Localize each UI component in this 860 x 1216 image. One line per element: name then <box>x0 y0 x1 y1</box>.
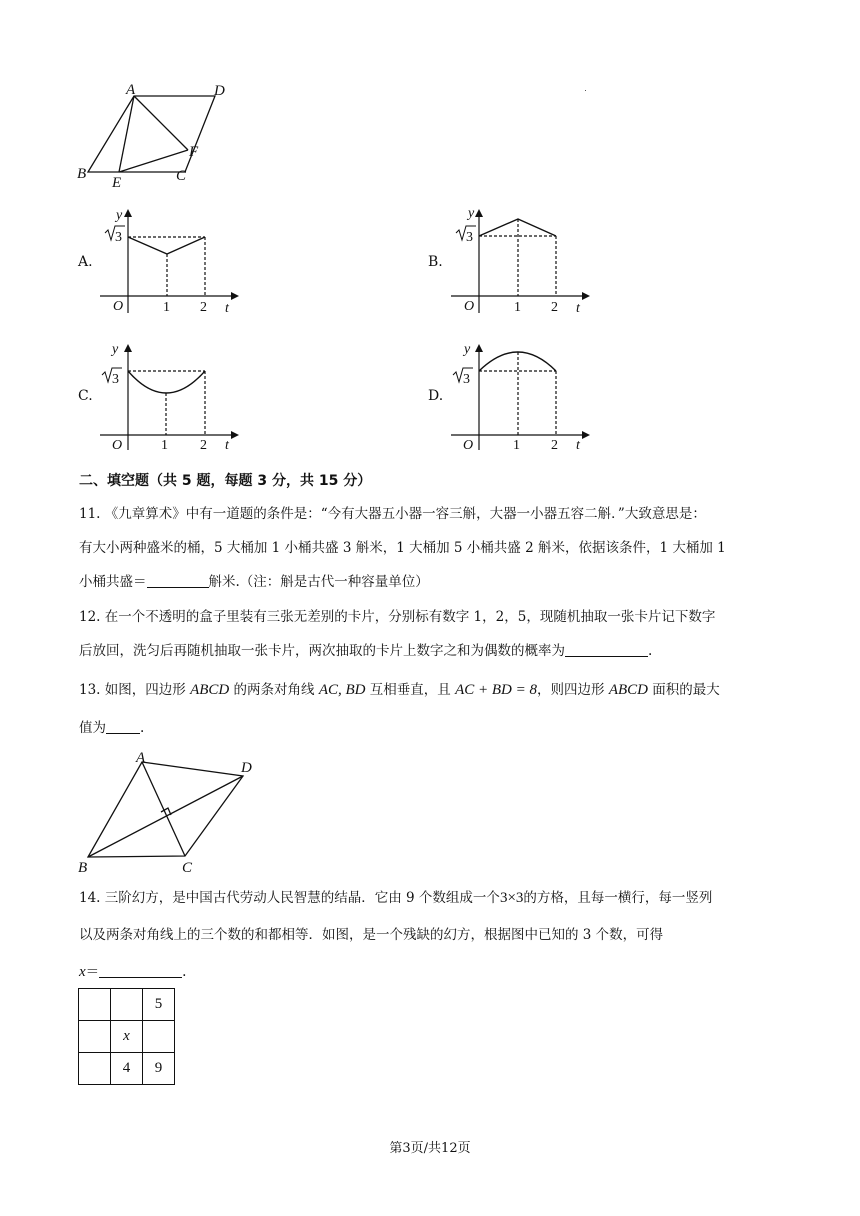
option-d-y: y <box>464 342 471 357</box>
label-A: A <box>126 82 136 98</box>
q13-answer-blank[interactable] <box>106 719 140 734</box>
option-c-label: C. <box>78 388 93 404</box>
stray-dot <box>585 90 586 91</box>
label-C: C <box>176 168 187 184</box>
q13-label-D: D <box>241 760 252 776</box>
section-title: 二、填空题（共 5 题，每题 3 分，共 15 分） <box>79 473 372 489</box>
option-d-t: t <box>576 438 580 453</box>
option-a-sqrt3: 3 <box>115 230 122 245</box>
magic-cell <box>79 1021 111 1053</box>
q12-answer-blank[interactable] <box>565 642 648 657</box>
label-F: F <box>189 144 199 160</box>
option-b-y: y <box>468 206 475 221</box>
option-c-t: t <box>225 438 229 453</box>
q12-line1: 12. 在一个不透明的盒子里装有三张无差别的卡片，分别标有数字 1，2，5，现随机抽取一张卡片记下数字 <box>79 609 716 625</box>
question-12 <box>79 600 785 668</box>
option-d-label: D. <box>428 388 444 404</box>
option-c-y: y <box>112 342 119 357</box>
magic-cell <box>111 989 143 1021</box>
q13-label-A: A <box>136 750 146 766</box>
option-b-tick-1: 1 <box>514 300 521 315</box>
question-14 <box>79 880 785 991</box>
option-d-tick-1: 1 <box>513 438 520 453</box>
magic-row <box>79 1021 175 1053</box>
q14-line2: 以及两条对角线上的三个数的和都相等．如图，是一个残缺的幻方，根据图中已知的 3 个数，可得 <box>79 927 664 943</box>
option-d-tick-2: 2 <box>551 438 558 453</box>
option-c-tick-2: 2 <box>200 438 207 453</box>
q12-line2: 后放回，洗匀后再随机抽取一张卡片，两次抽取的卡片上数字之和为偶数的概率为 . <box>79 643 653 659</box>
q11-line3: 小桶共盛＝ 斛米.（注：斛是古代一种容量单位） <box>79 574 429 590</box>
magic-cell: 4 <box>111 1053 143 1085</box>
magic-cell <box>79 1053 111 1085</box>
question-13 <box>79 671 785 747</box>
q11-line2: 有大小两种盛米的桶，5 大桶加 1 小桶共盛 3 斛米，1 大桶加 5 小桶共盛 2 斛米，依据该条件，1 大桶加 1 <box>79 540 726 556</box>
option-c-curve <box>128 371 205 393</box>
q14-line3: x＝ . <box>79 964 187 980</box>
option-b-graph <box>446 203 596 318</box>
question-11 <box>79 497 785 599</box>
q14-answer-blank[interactable] <box>99 963 182 978</box>
option-d-graph <box>446 338 596 453</box>
option-a-label: A. <box>78 254 93 270</box>
figure-parallelogram <box>72 80 242 192</box>
page-footer: 第3页/共12页 <box>389 1141 471 1156</box>
option-b-sqrt3: 3 <box>466 230 473 245</box>
q13-line2: 值为 . <box>79 720 145 736</box>
magic-square <box>78 988 175 1085</box>
q14-line1: 14. 三阶幻方，是中国古代劳动人民智慧的结晶．它由 9 个数组成一个3×3的方格，且每一横行，每一竖列 <box>79 890 713 906</box>
magic-cell <box>79 989 111 1021</box>
option-c-sqrt3: 3 <box>112 372 119 387</box>
magic-row <box>79 989 175 1021</box>
label-B: B <box>77 166 87 182</box>
option-b-origin: O <box>464 299 475 314</box>
option-a-graph <box>95 203 245 318</box>
option-a-y: y <box>116 208 123 223</box>
option-a-tick-1: 1 <box>163 300 170 315</box>
option-d-sqrt3: 3 <box>463 372 470 387</box>
magic-row <box>79 1053 175 1085</box>
option-a-tick-2: 2 <box>200 300 207 315</box>
q11-line1: 11. 《九章算术》中有一道题的条件是：“今有大器五小器一容三斛，大器一小器五容二斛．”大致意思是： <box>79 506 706 522</box>
q11-answer-blank[interactable] <box>147 573 209 588</box>
q13-label-C: C <box>182 860 193 876</box>
q13-label-B: B <box>78 860 88 876</box>
option-a-origin: O <box>113 299 124 314</box>
option-b-label: B. <box>428 254 443 270</box>
magic-cell: 9 <box>143 1053 175 1085</box>
option-c-graph <box>95 338 245 453</box>
q13-line1: 13. 如图，四边形 ABCD 的两条对角线 AC, BD 互相垂直，且 AC + BD = 8，则四边形 ABCD 面积的最大 <box>79 682 720 698</box>
option-b-tick-2: 2 <box>551 300 558 315</box>
magic-cell: x <box>111 1021 143 1053</box>
option-c-origin: O <box>112 438 123 453</box>
label-E: E <box>112 175 122 191</box>
option-a-t: t <box>225 301 229 316</box>
figure-quadrilateral <box>75 748 265 878</box>
label-D: D <box>214 83 225 99</box>
magic-cell <box>143 1021 175 1053</box>
option-c-tick-1: 1 <box>161 438 168 453</box>
option-a-curve <box>128 237 205 254</box>
option-b-t: t <box>576 301 580 316</box>
option-d-origin: O <box>463 438 474 453</box>
magic-cell: 5 <box>143 989 175 1021</box>
